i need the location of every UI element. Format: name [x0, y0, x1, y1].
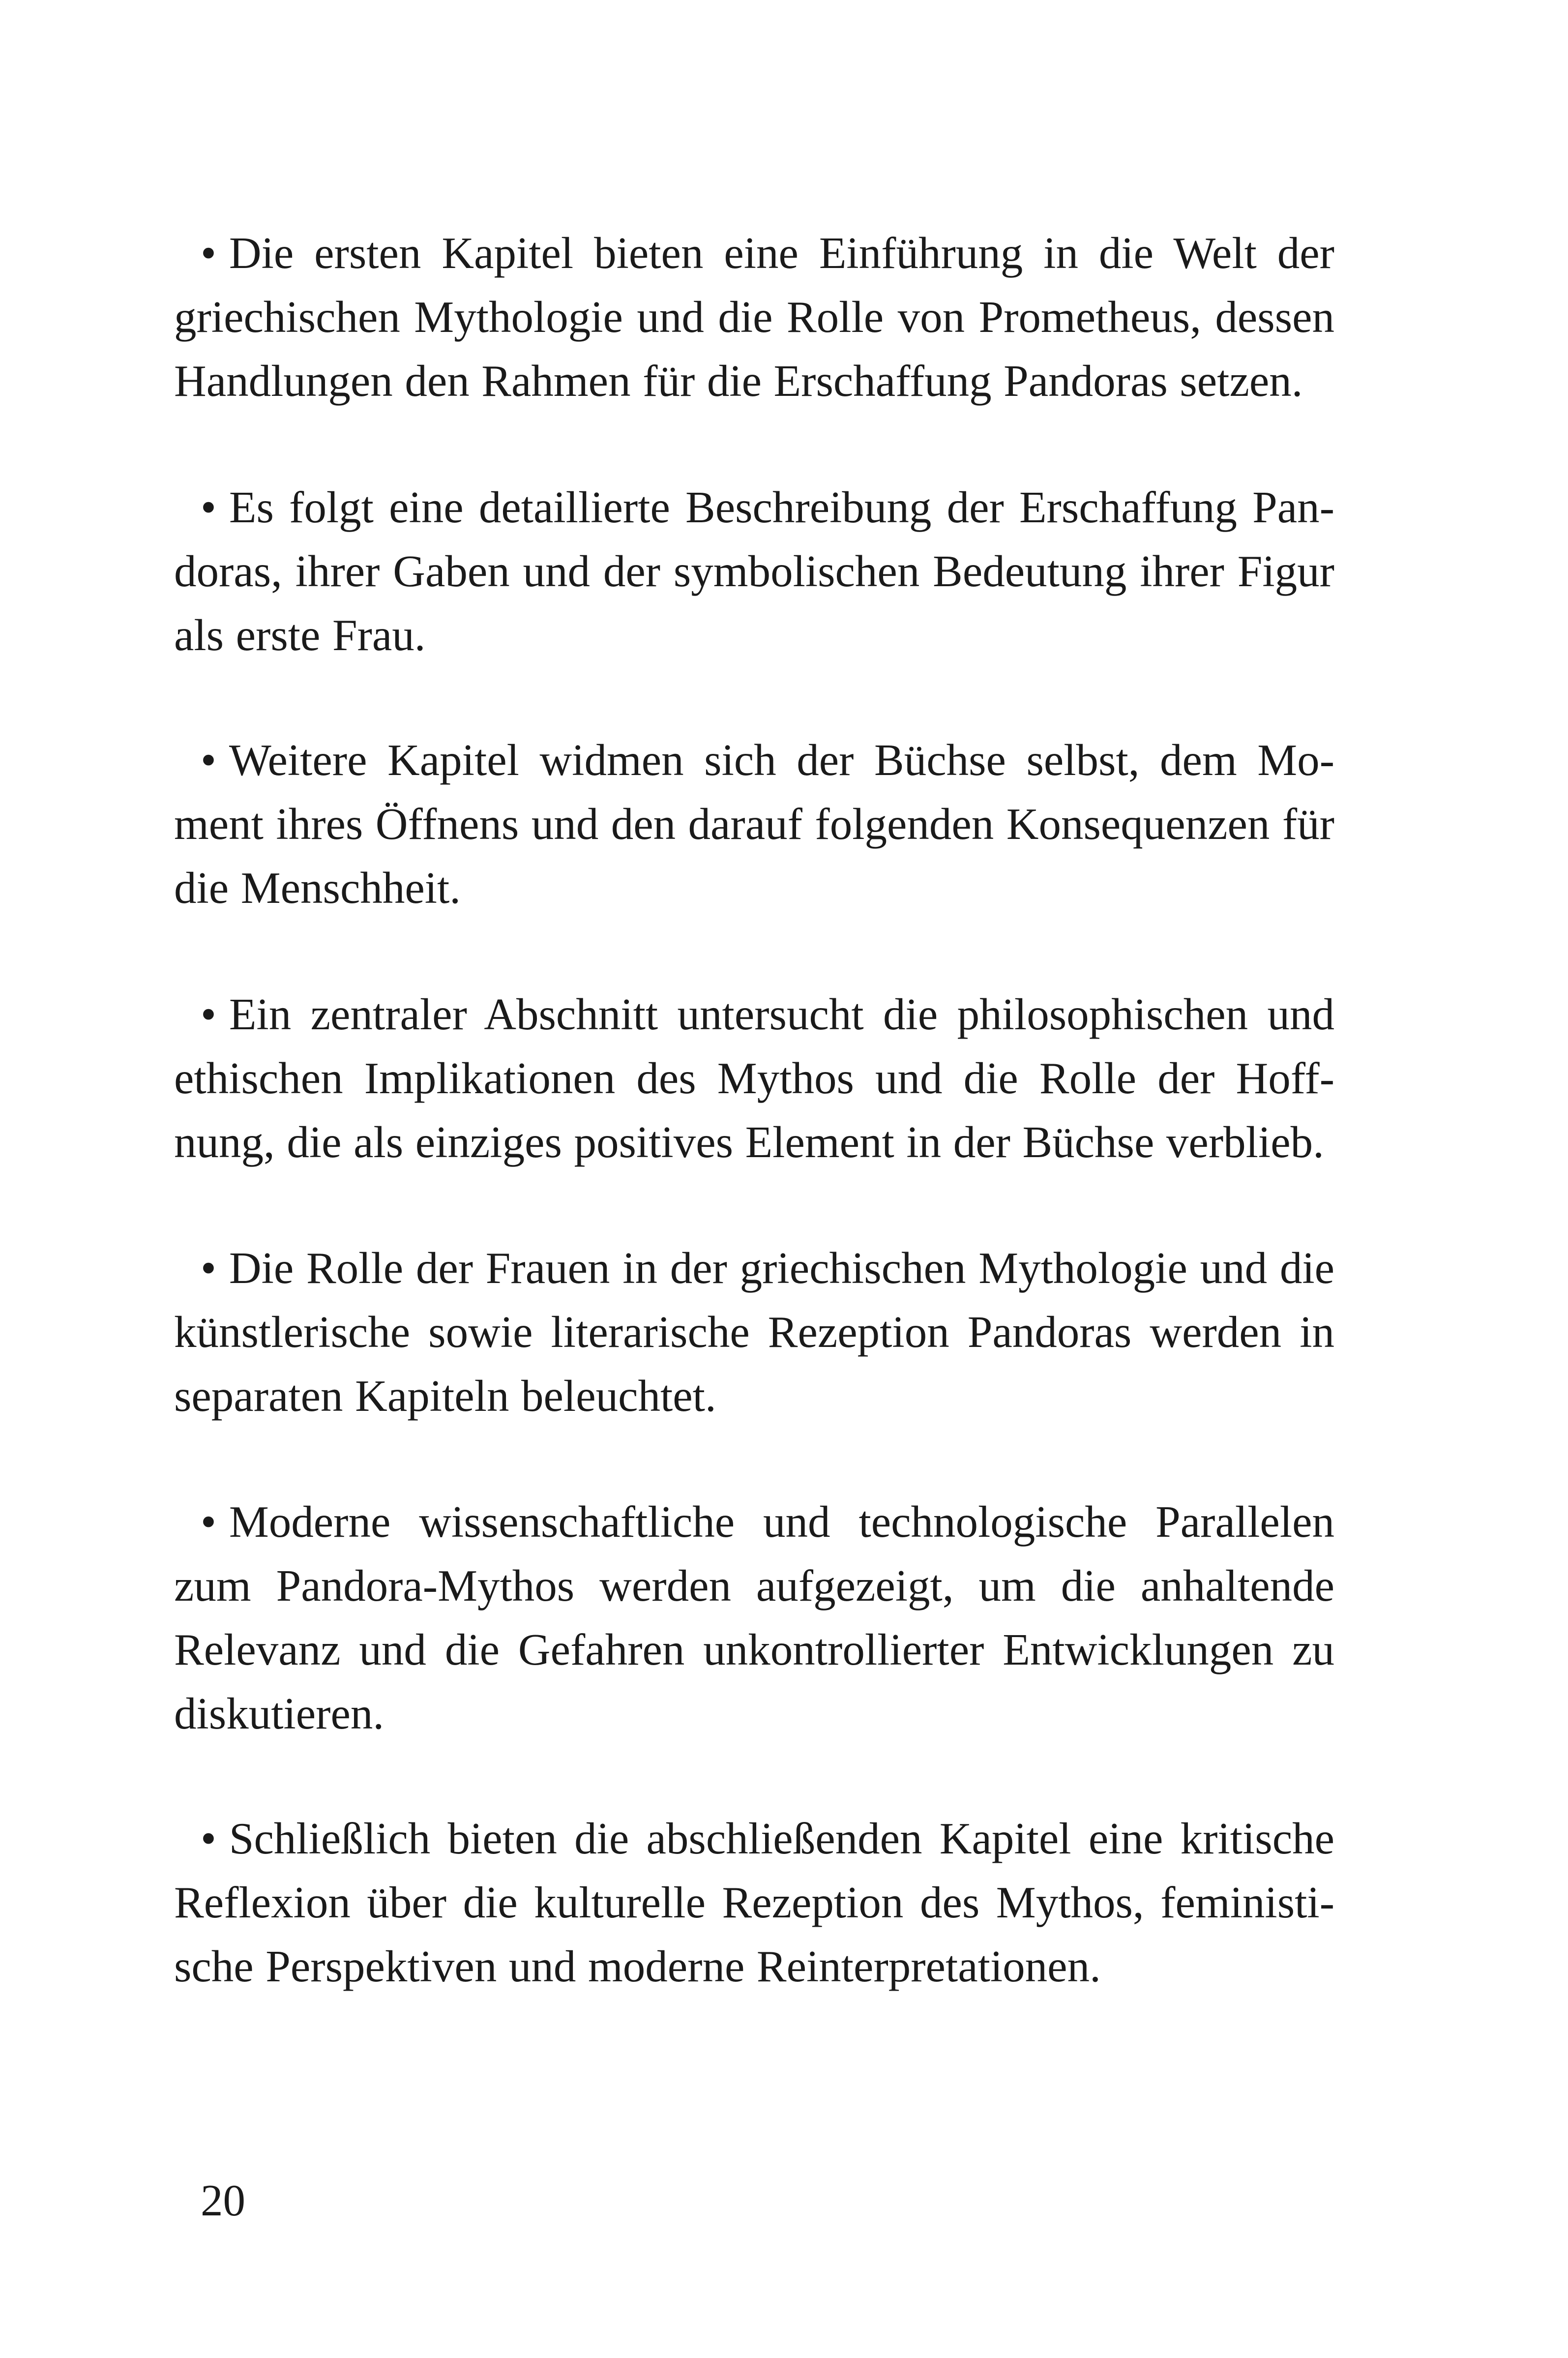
bullet-paragraph-7 — [174, 1807, 1334, 1999]
bullet-icon: • — [201, 482, 216, 532]
bullet-icon: • — [201, 228, 216, 278]
bullet-icon: • — [201, 1814, 216, 1863]
bullet-paragraph-2 — [174, 476, 1334, 667]
bullet-icon: • — [201, 1497, 216, 1547]
paragraph-text: Moderne wissenschaftliche und technologische Parallelen zum Pandora-Mythos werden aufgezeigt, um die anhaltende Relevanz und die Gefahren unkontrollierter Entwicklungen zu diskutieren. — [174, 1497, 1334, 1738]
bullet-paragraph-5 — [174, 1236, 1334, 1428]
bullet-icon: • — [201, 1243, 216, 1293]
paragraph-text: Die ersten Kapitel bieten eine Einführung in die Welt der griechischen Mythologie und die Rolle von Prometheus, dessen Handlungen den Rahmen für die Erschaffung Pandoras setzen. — [174, 228, 1334, 406]
paragraph-text: Weitere Kapitel widmen sich der Büchse selbst, dem Moment ihres Öffnens und den darauf folgenden Konsequenzen für die Menschheit. — [174, 735, 1334, 913]
paragraph-text: Es folgt eine detaillierte Beschreibung der Erschaffung Pandoras, ihrer Gaben und der symbolischen Bedeutung ihrer Figur als erste Frau. — [174, 482, 1334, 660]
bullet-icon: • — [201, 735, 216, 785]
bullet-paragraph-4 — [174, 983, 1334, 1174]
page-number: 20 — [201, 2176, 245, 2225]
bullet-paragraph-3 — [174, 728, 1334, 920]
paragraph-text: Die Rolle der Frauen in der griechischen Mythologie und die künstlerische sowie literarische Rezeption Pandoras werden in separaten Kapiteln beleuchtet. — [174, 1243, 1334, 1421]
bullet-paragraph-6 — [174, 1490, 1334, 1746]
paragraph-text: Schließlich bieten die abschließenden Kapitel eine kritische Reflexion über die kulturelle Rezeption des Mythos, feministische Perspektiven und moderne Reinterpretationen. — [174, 1814, 1334, 1991]
paragraph-text: Ein zentraler Abschnitt untersucht die philosophischen und ethischen Implikationen des Mythos und die Rolle der Hoffnung, die als einziges positives Element in der Büchse verblieb. — [174, 989, 1334, 1167]
bullet-icon: • — [201, 989, 216, 1039]
bullet-paragraph-1 — [174, 221, 1334, 413]
